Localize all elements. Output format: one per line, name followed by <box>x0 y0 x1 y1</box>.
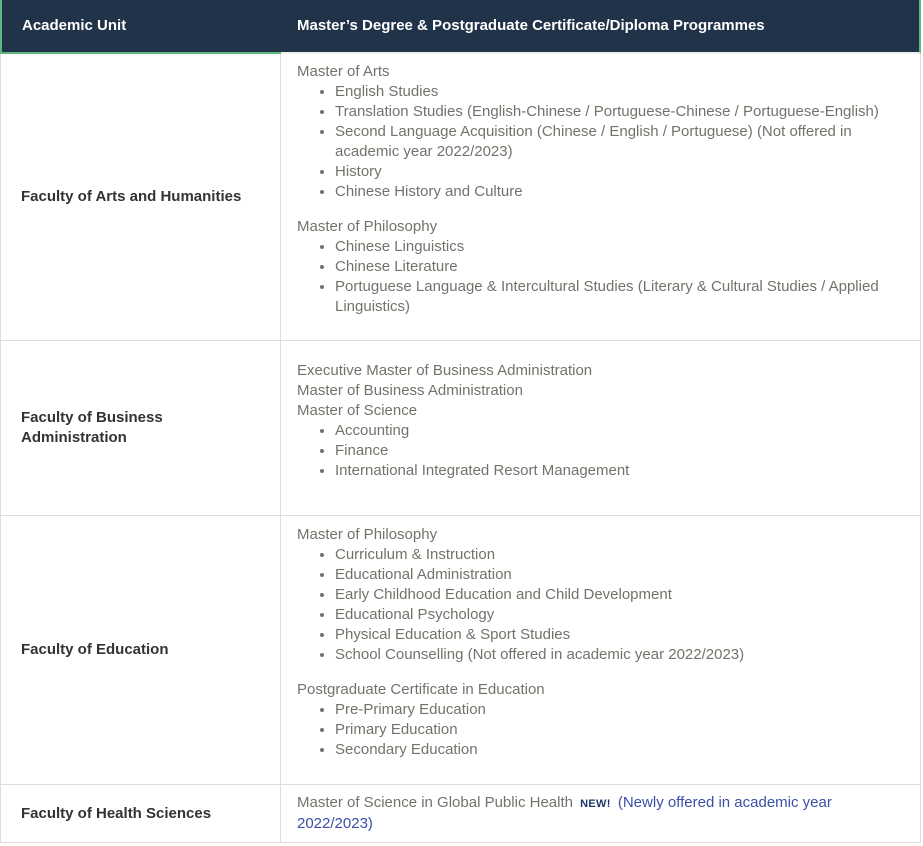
programme-list <box>297 237 904 317</box>
programme-item: • Chinese History and Culture <box>335 182 904 202</box>
programme-item: • Accounting <box>335 421 904 441</box>
table-row <box>0 341 921 516</box>
programme-heading: Postgraduate Certificate in Education <box>297 681 545 698</box>
unit-cell-business: Faculty of Business Administration <box>0 341 281 516</box>
programme-item: • Chinese Literature <box>335 257 904 277</box>
programme-item: • Early Childhood Education and Child Development <box>335 585 904 605</box>
unit-cell-education: Faculty of Education <box>0 516 281 785</box>
programme-item: • Secondary Education <box>335 740 904 760</box>
new-badge: NEW! <box>580 798 611 810</box>
programme-item: • Curriculum & Instruction <box>335 545 904 565</box>
programme-item: • School Counselling (Not offered in academic year 2022/2023) <box>335 645 904 665</box>
programme-item: • Pre-Primary Education <box>335 700 904 720</box>
programme-item: • Physical Education & Sport Studies <box>335 625 904 645</box>
programme-item: • History <box>335 162 904 182</box>
unit-cell-arts-humanities: Faculty of Arts and Humanities <box>0 54 281 341</box>
programme-item: • Finance <box>335 441 904 461</box>
programme-heading: Master of Arts <box>297 63 390 80</box>
programme-list <box>297 700 904 760</box>
programme-heading: Master of Science <box>297 401 418 419</box>
programme-cell-education <box>281 516 921 785</box>
programme-item: • Portuguese Language & Intercultural Studies (Literary & Cultural Studies / Applied Linguistics) <box>335 277 904 317</box>
table-row <box>0 785 921 843</box>
programme-item: • Chinese Linguistics <box>335 237 904 257</box>
programme-cell-arts-humanities <box>281 54 921 341</box>
unit-cell-health-sciences: Faculty of Health Sciences <box>0 785 281 843</box>
programme-list <box>297 82 904 202</box>
programme-heading: Master of Business Administration <box>297 381 523 399</box>
table-row <box>0 516 921 785</box>
programme-list <box>297 421 904 481</box>
programme-cell-business <box>281 341 921 516</box>
header-cell-academic-unit: Academic Unit <box>0 0 281 54</box>
programme-link[interactable]: (Newly offered in academic year 2022/2023) <box>297 794 832 832</box>
table-row <box>0 54 921 341</box>
programme-heading: Master of Philosophy <box>297 218 438 235</box>
programme-heading: Master of Philosophy <box>297 526 438 543</box>
programme-list <box>297 545 904 665</box>
programme-item: • Primary Education <box>335 720 904 740</box>
header-cell-programmes: Master’s Degree & Postgraduate Certificate/Diploma Programmes <box>281 0 921 54</box>
programme-line <box>297 793 904 834</box>
programme-item: Master of Science in Global Public Health <box>297 794 573 811</box>
programme-item: • Educational Psychology <box>335 605 904 625</box>
programme-item: • Translation Studies (English-Chinese / Portuguese-Chinese / Portuguese-English) <box>335 102 904 122</box>
programme-cell-health-sciences <box>281 785 921 843</box>
programme-heading: Executive Master of Business Administration <box>297 361 593 379</box>
programme-item: • International Integrated Resort Management <box>335 461 904 481</box>
programme-item: • English Studies <box>335 82 904 102</box>
programme-item: • Educational Administration <box>335 565 904 585</box>
programme-item: • Second Language Acquisition (Chinese / English / Portuguese) (Not offered in academic year 2022/2023) <box>335 122 904 162</box>
table-header-row <box>0 0 921 54</box>
